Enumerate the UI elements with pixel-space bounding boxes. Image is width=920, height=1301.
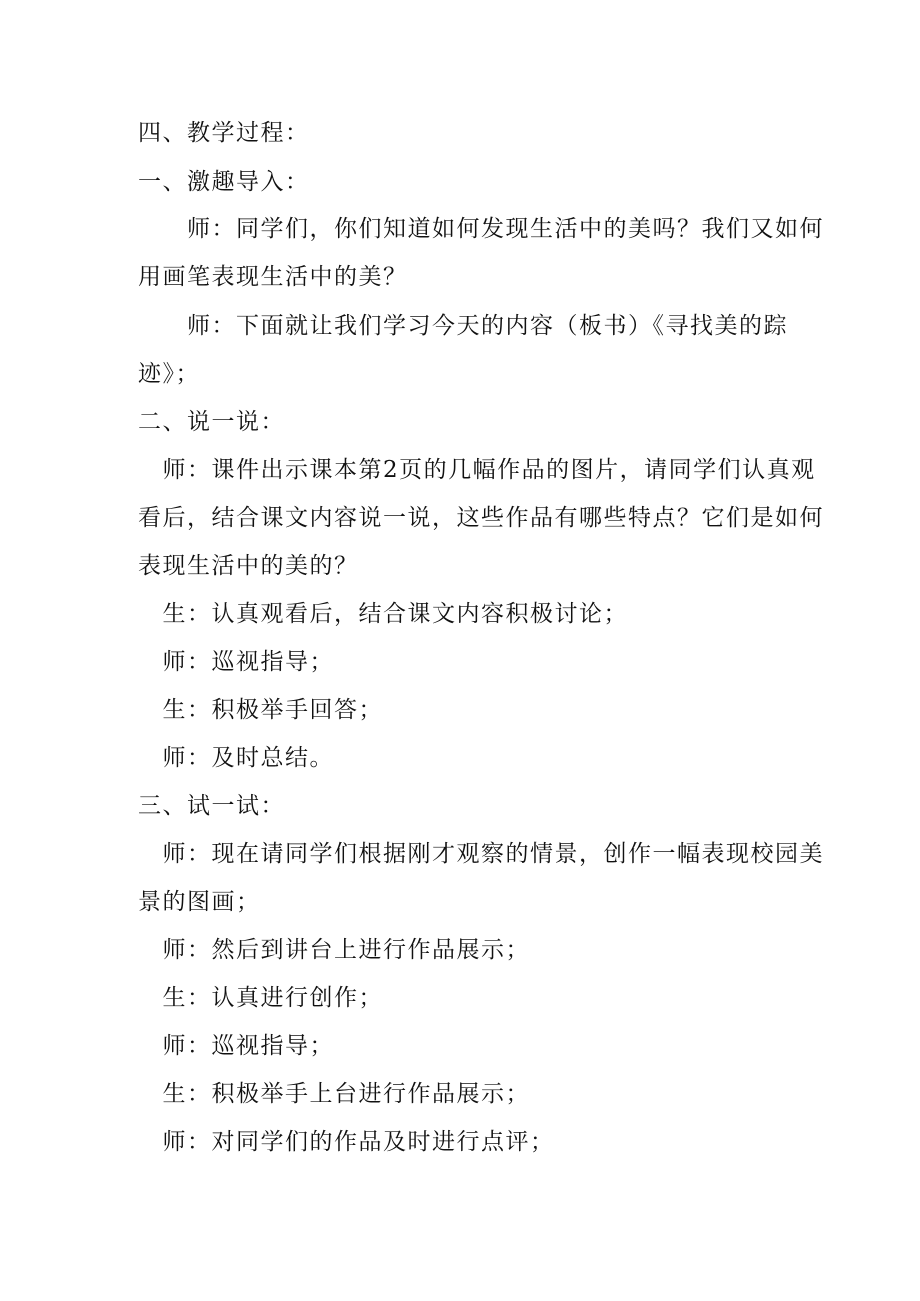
heading-try: 三、试一试： — [138, 793, 285, 819]
paragraph-line: 师：及时总结。 — [138, 745, 334, 771]
paragraph-line: 生：积极举手回答； — [138, 697, 383, 723]
paragraph-line: 师：现在请同学们根据刚才观察的情景，创作一幅表现校园美 — [138, 841, 824, 867]
paragraph-line: 师：巡视指导； — [138, 1033, 334, 1059]
paragraph-line: 师：同学们，你们知道如何发现生活中的美吗？我们又如何 — [138, 216, 824, 242]
heading-talk: 二、说一说： — [138, 409, 285, 435]
paragraph-line: 用画笔表现生活中的美？ — [138, 264, 408, 290]
paragraph-line: 生：积极举手上台进行作品展示； — [138, 1081, 530, 1107]
paragraph-line: 师：对同学们的作品及时进行点评； — [138, 1129, 555, 1155]
paragraph-line: 师：课件出示课本第2页的几幅作品的图片，请同学们认真观 — [138, 457, 816, 483]
paragraph-line: 生：认真进行创作； — [138, 985, 383, 1011]
paragraph-line: 生：认真观看后，结合课文内容积极讨论； — [138, 601, 628, 627]
paragraph-line: 看后，结合课文内容说一说，这些作品有哪些特点？它们是如何 — [138, 505, 824, 531]
paragraph-line: 师：巡视指导； — [138, 649, 334, 675]
paragraph-line: 师：下面就让我们学习今天的内容（板书）《寻找美的踪 — [138, 313, 788, 339]
paragraph-line: 景的图画； — [138, 889, 261, 915]
paragraph-line: 迹》； — [138, 361, 200, 387]
paragraph-line: 表现生活中的美的？ — [138, 553, 359, 579]
heading-introduction: 一、激趣导入： — [138, 169, 310, 195]
paragraph-line: 师：然后到讲台上进行作品展示； — [138, 937, 530, 963]
heading-teaching-process: 四、教学过程： — [138, 120, 310, 146]
